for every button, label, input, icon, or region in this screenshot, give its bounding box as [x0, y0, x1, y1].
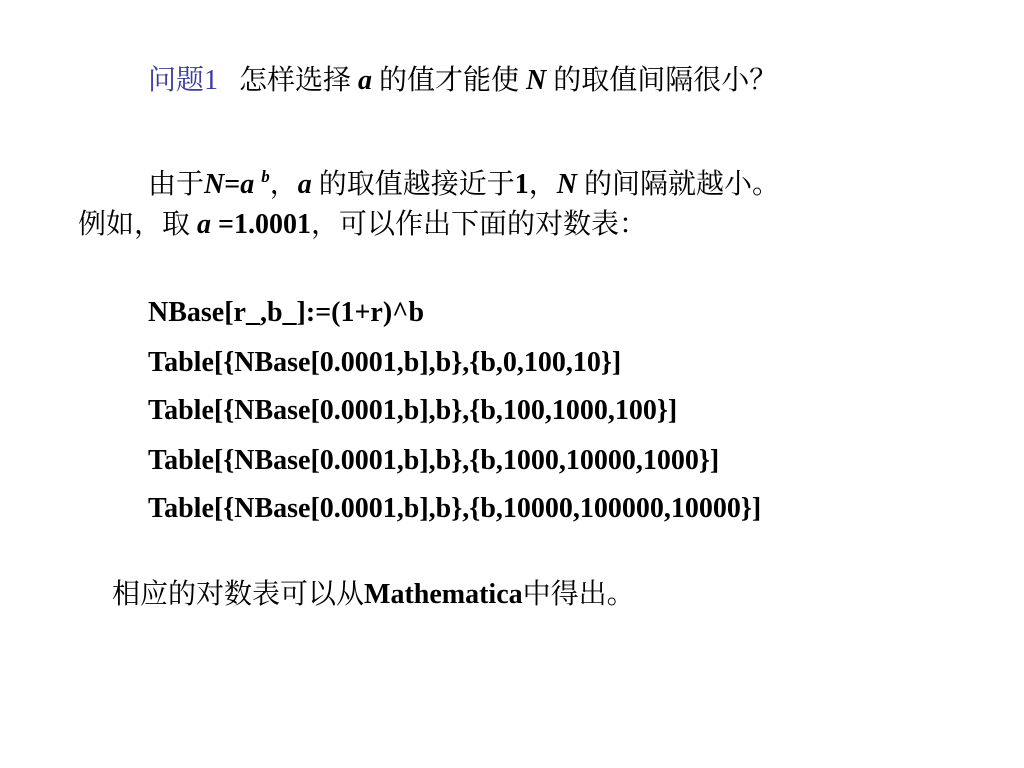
- question-text-1: 怎样选择: [239, 65, 352, 96]
- code-line-1: NBase[r_,b_]:=(1+r)^b: [148, 297, 425, 328]
- example-text-start: 例如，取: [78, 209, 191, 240]
- code-line-5: Table[{NBase[0.0001,b],b},{b,10000,100000,10000}]: [148, 493, 762, 524]
- question-var-a: a: [358, 65, 373, 96]
- question-text-3: 的取值间隔很小？: [553, 65, 778, 96]
- question-label: 问题1: [148, 65, 219, 96]
- conclusion-text-end: 中得出。: [522, 579, 635, 610]
- equation-a: a: [240, 169, 255, 200]
- question-text-2: 的值才能使: [379, 65, 520, 96]
- explanation-comma-1: ，: [269, 169, 298, 200]
- conclusion-software: Mathematica: [364, 579, 523, 610]
- explanation-text-start: 由于: [148, 169, 205, 200]
- example-text-end: ，可以作出下面的对数表：: [310, 209, 647, 240]
- equation-exponent: b: [261, 167, 270, 186]
- explanation-text-mid: 的取值越接近于: [318, 169, 515, 200]
- explanation-text-end: 的间隔就越小。: [584, 169, 781, 200]
- code-line-4: Table[{NBase[0.0001,b],b},{b,1000,10000,1000}]: [148, 445, 720, 476]
- example-value: =1.0001: [218, 209, 311, 240]
- question-var-n: N: [526, 65, 547, 96]
- explanation-line-2: [78, 208, 647, 242]
- question-line: [148, 64, 777, 98]
- conclusion-line: [112, 578, 635, 612]
- equation-n: N: [204, 169, 225, 200]
- example-var-a: a: [197, 209, 212, 240]
- code-line-2: Table[{NBase[0.0001,b],b},{b,0,100,10}]: [148, 347, 622, 378]
- explanation-var-n: N: [556, 169, 577, 200]
- code-line-3: Table[{NBase[0.0001,b],b},{b,100,1000,100}]: [148, 395, 678, 426]
- conclusion-text-start: 相应的对数表可以从: [112, 579, 365, 610]
- explanation-comma-2: ，: [528, 169, 557, 200]
- explanation-one: 1: [514, 169, 529, 200]
- explanation-var-a: a: [297, 169, 312, 200]
- equation-equals: =: [224, 169, 241, 200]
- explanation-line-1: [148, 160, 780, 202]
